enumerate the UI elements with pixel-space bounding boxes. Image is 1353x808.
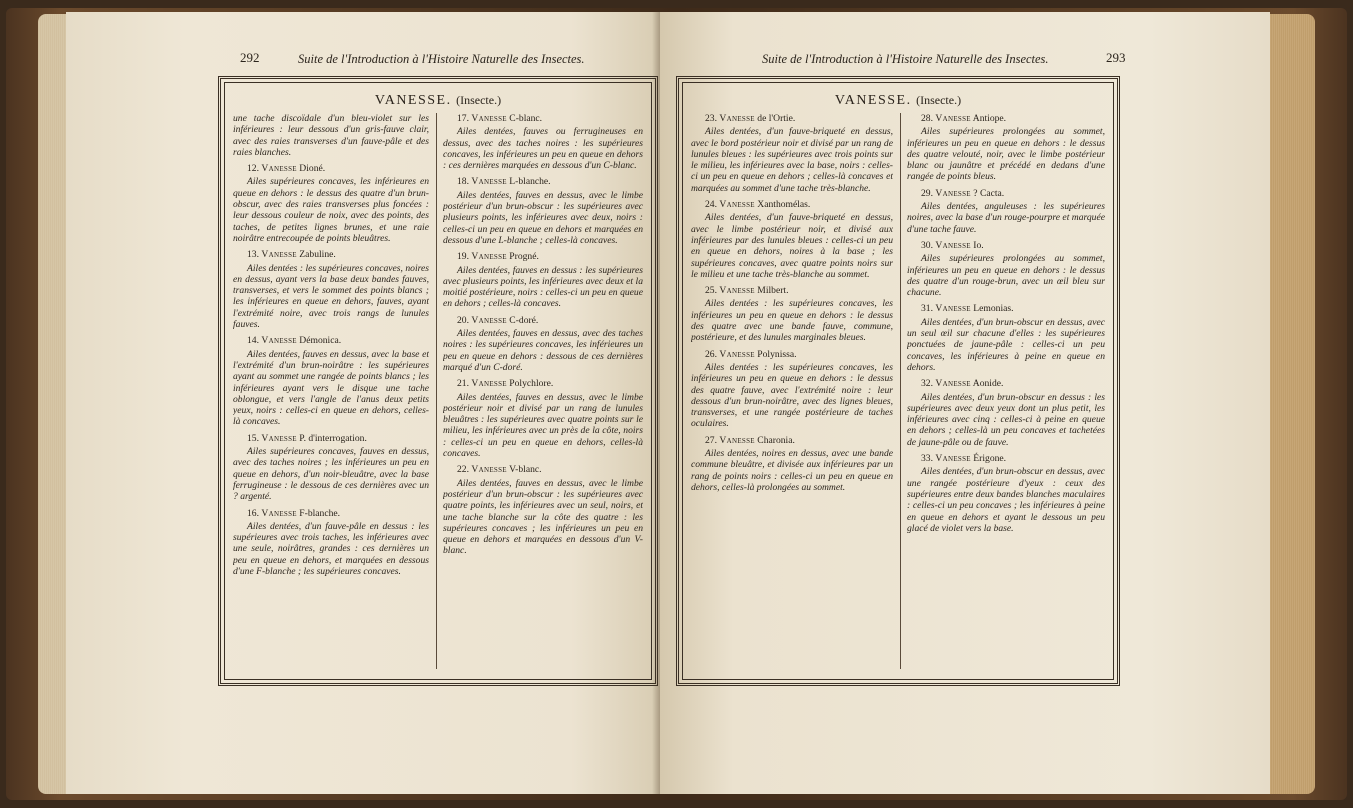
species-name: F-blanche.: [299, 507, 341, 519]
species-number: 21.: [457, 378, 469, 390]
species-description: Ailes dentées, fauves en dessus, avec la base et l'extrémité d'un brun-noirâtre : les supérieures ayant au sommet une rangée de points blancs ; les inférieures ayant vers le disque une tache oblongue, et vers l'angle de l'anus deux petits yeux, noirs : celles-ci en queue en dehors, celles-là concaves.: [233, 348, 429, 428]
genus-name: Vanesse: [471, 176, 507, 188]
species-name: Lemonias.: [973, 303, 1014, 315]
right-title-main: VANESSE.: [834, 93, 912, 108]
genus-name: Vanesse: [261, 432, 297, 444]
species-number: 12.: [247, 163, 259, 175]
species-heading: [443, 315, 643, 326]
species-entry: [691, 349, 893, 430]
species-description: Ailes dentées, fauves en dessus, avec des taches noires : les supérieures concaves, les inférieures un peu en queue en dehors : dessous de ces dernières marqué d'un C-doré.: [443, 328, 643, 373]
genus-name: Vanesse: [719, 113, 755, 124]
species-number: 30.: [921, 239, 933, 251]
continued-entry-text: une tache discoïdale d'un bleu-violet sur les inférieures : leur dessous d'un gris-fauve clair, avec des raies transverses d'un fauve-pâle et des raies blanches.: [233, 113, 429, 158]
species-entry: [907, 303, 1105, 373]
genus-name: Vanesse: [935, 187, 971, 199]
species-entry: [443, 315, 643, 373]
species-name: Démonica.: [299, 335, 342, 347]
genus-name: Vanesse: [719, 434, 755, 446]
species-number: 28.: [921, 113, 933, 124]
column-divider: [436, 113, 437, 669]
species-entry: [691, 113, 893, 194]
left-text-frame: [218, 76, 658, 686]
species-number: 13.: [247, 249, 259, 261]
right-page-number: 293: [1106, 50, 1126, 65]
right-column-1: [691, 113, 893, 671]
right-title-sub: (Insecte.): [916, 93, 962, 107]
genus-name: Vanesse: [471, 251, 507, 263]
species-description: Ailes dentées, fauves en dessus, avec le limbe postérieur d'un brun-obscur : les supérieures avec plusieurs points, les inférieures avec deux, noirs : celles-ci un peu en queue en dehors et marquées en dessous d'une L-blanche ; celles-là concaves.: [443, 189, 643, 246]
species-description: Ailes supérieures concaves, les inférieures en queue en dehors : le dessus des quatre d'un brun-obscur, avec des raies transverses plus foncées : leur dessous couleur de noix, avec des points, des taches, de petites lignes brunes, et une raie noirâtre entrecoupée de points bleuâtres.: [233, 176, 429, 244]
species-heading: [907, 188, 1105, 199]
genus-name: Vanesse: [471, 464, 507, 476]
right-page-title: [683, 93, 1113, 109]
left-page-title: [225, 93, 651, 109]
species-name: Polychlore.: [509, 378, 554, 390]
genus-name: Vanesse: [471, 113, 507, 124]
species-heading: [691, 349, 893, 360]
species-description: Ailes supérieures prolongées au sommet, inférieures un peu en queue en dehors : le dessus des quatre d'un rouge-brun, avec un œil bleu sur chacune.: [907, 253, 1105, 299]
species-heading: [691, 113, 893, 124]
species-description: Ailes dentées : les supérieures concaves, les inférieures un peu en queue en dehors : le dessus des quatre avec une bande fauve, commune, postérieure, et des lunules marginales bleues.: [691, 298, 893, 344]
left-page-number: 292: [240, 50, 260, 65]
species-number: 20.: [457, 314, 469, 326]
species-name: P. d'interrogation.: [299, 432, 367, 444]
column-divider: [900, 113, 901, 669]
species-description: Ailes supérieures prolongées au sommet, inférieures un peu en queue en dehors : le dessus des quatre velouté, noir, avec le limbe postérieur blanc ou jaunâtre et précédé en dedans d'une rangée de points bleus.: [907, 126, 1105, 183]
species-entry: [443, 113, 643, 171]
species-heading: [443, 176, 643, 187]
species-entry: [443, 176, 643, 246]
species-heading: [907, 113, 1105, 124]
species-entry: [691, 435, 893, 493]
genus-name: Vanesse: [935, 113, 971, 124]
species-name: C-doré.: [509, 314, 539, 326]
genus-name: Vanesse: [261, 335, 297, 347]
species-name: Érigone.: [973, 453, 1007, 465]
species-description: Ailes dentées, fauves ou ferrugineuses en dessus, avec des taches noires : les supérieures concaves, les inférieures un peu en queue en dehors : ces dernières marquées en dessous d'un C-blanc.: [443, 126, 643, 172]
species-heading: [907, 378, 1105, 389]
species-heading: [233, 335, 429, 346]
genus-name: Vanesse: [719, 285, 755, 297]
species-entry: [907, 113, 1105, 183]
page-edges-right: [1263, 14, 1315, 794]
species-name: Xanthomélas.: [757, 199, 811, 211]
genus-name: Vanesse: [935, 303, 971, 315]
right-text-frame: [676, 76, 1120, 686]
species-description: Ailes dentées, d'un fauve-pâle en dessus : les supérieures avec trois taches, les inférieures avec une seule, noirâtres, grandes : ces dernières un peu en queue en dehors, et marquées en dessous d'une F-blanche ; les supérieures concaves.: [233, 520, 429, 577]
species-entry: [233, 335, 429, 427]
species-heading: [691, 435, 893, 446]
species-number: 14.: [247, 335, 259, 347]
species-entry: [907, 188, 1105, 235]
species-entry: [691, 285, 893, 343]
species-heading: [691, 199, 893, 210]
genus-name: Vanesse: [261, 249, 297, 261]
species-description: Ailes dentées, d'un fauve-briqueté en dessus, avec le limbe postérieur noir, et divisé aux inférieures par des lunules bleues : celles-ci un peu en queue en dehors, noires à la base ; les supérieures concaves, avec quatre points noirs sur le milieu et une tache très-blanche au sommet.: [691, 212, 893, 280]
species-name: Io.: [973, 239, 984, 251]
species-heading: [691, 285, 893, 296]
species-heading: [907, 240, 1105, 251]
genus-name: Vanesse: [261, 507, 297, 519]
species-name: Dioné.: [299, 163, 326, 175]
genus-name: Vanesse: [719, 348, 755, 360]
species-name: V-blanc.: [509, 464, 542, 476]
species-heading: [443, 113, 643, 124]
species-heading: [907, 303, 1105, 314]
species-number: 24.: [705, 199, 717, 211]
species-entry: [907, 453, 1105, 534]
species-name: Progné.: [509, 251, 539, 263]
species-entry: [907, 378, 1105, 448]
species-entry: [233, 163, 429, 244]
species-entry: [443, 251, 643, 309]
species-number: 16.: [247, 507, 259, 519]
right-running-head: Suite de l'Introduction à l'Histoire Naturelle des Insectes.: [762, 52, 1049, 66]
species-heading: [233, 433, 429, 444]
species-description: Ailes dentées, fauves en dessus, avec le limbe postérieur noir et divisé par un rang de lunules bleuâtres : les supérieures avec quatre points sur le milieu, les inférieures avec un près de la côte, noirs : celles-ci un peu en queue en dehors, celles-là concaves.: [443, 391, 643, 460]
species-entry: [691, 199, 893, 280]
species-heading: [233, 508, 429, 519]
genus-name: Vanesse: [719, 199, 755, 211]
left-column-2: [443, 113, 643, 671]
species-description: Ailes supérieures concaves, fauves en dessus, avec des taches noires ; les inférieures un peu en queue en dehors, d'un noir-bleuâtre, avec la base ferrugineuse : le dessous de ces dernières avec un ? argenté.: [233, 446, 429, 503]
species-name: ? Cacta.: [973, 187, 1005, 199]
species-description: Ailes dentées, d'un brun-obscur en dessus, avec une rangée postérieure d'yeux : ceux des supérieures entre deux bandes blanches maculaires : celles-ci un peu concaves ; les inférieures à peine en queue en dehors et ayant le dessous un peu glacé de violet vers la base.: [907, 466, 1105, 534]
species-description: Ailes dentées, fauves en dessus, avec le limbe postérieur d'un brun-obscur : les supérieures avec quatre points, les inférieures avec un seul, noirs, et une tache blanche sur la côte des quatre : les supérieures concaves ; les inférieures un peu en queue en dehors et marquées en dessous d'un V-blanc.: [443, 477, 643, 557]
species-name: Zabuline.: [299, 249, 336, 261]
species-name: C-blanc.: [509, 113, 543, 124]
genus-name: Vanesse: [935, 378, 971, 390]
right-column-2: [907, 113, 1105, 671]
species-number: 15.: [247, 432, 259, 444]
species-name: de l'Ortie.: [757, 113, 796, 124]
species-number: 23.: [705, 113, 717, 124]
species-entry: [233, 508, 429, 578]
genus-name: Vanesse: [471, 314, 507, 326]
species-number: 29.: [921, 187, 933, 199]
species-description: Ailes dentées, fauves en dessus : les supérieures avec plusieurs points, les inférieures avec deux et la moitié postérieure, noirs : celles-ci un peu en queue en dehors ; celles-là concaves.: [443, 264, 643, 310]
species-name: Milbert.: [757, 285, 789, 297]
species-number: 25.: [705, 285, 717, 297]
species-description: Ailes dentées : les supérieures concaves, les inférieures un peu en queue en dehors : le dessus des quatre fauve, avec l'extrémité noire : leur dessous d'un brun-noirâtre, avec des lignes bleues, transverses, et une rangée postérieure de taches oculaires.: [691, 361, 893, 430]
species-entry: [907, 240, 1105, 298]
species-name: Charonia.: [757, 434, 795, 446]
species-name: Antiope.: [972, 113, 1007, 124]
species-entry: [443, 378, 643, 459]
left-column-1: [233, 113, 429, 671]
species-number: 18.: [457, 176, 469, 188]
species-number: 27.: [705, 434, 717, 446]
species-heading: [233, 249, 429, 260]
species-entry: [443, 464, 643, 556]
species-entry: [233, 249, 429, 330]
species-number: 32.: [921, 378, 933, 390]
species-description: Ailes dentées, anguleuses : les supérieures noires, avec la base d'un rouge-pourpre et marquée d'une tache fauve.: [907, 201, 1105, 235]
left-running-head: Suite de l'Introduction à l'Histoire Naturelle des Insectes.: [298, 52, 585, 66]
species-number: 33.: [921, 453, 933, 465]
species-number: 22.: [457, 464, 469, 476]
species-heading: [443, 464, 643, 475]
species-heading: [443, 251, 643, 262]
species-number: 19.: [457, 251, 469, 263]
species-number: 26.: [705, 348, 717, 360]
left-title-main: VANESSE.: [374, 93, 452, 108]
genus-name: Vanesse: [935, 453, 971, 465]
species-heading: [443, 378, 643, 389]
species-entry: [233, 433, 429, 503]
species-name: Polynissa.: [757, 348, 797, 360]
species-description: Ailes dentées, d'un brun-obscur en dessus, avec un seul œil sur chacune d'elles : les supérieures ponctuées de jaune-pâle : celles-ci un peu concaves, les inférieures à peine en queue en dehors.: [907, 316, 1105, 373]
species-description: Ailes dentées : les supérieures concaves, noires en dessus, ayant vers la base deux bandes fauves, transverses, et vers le sommet des points blancs ; les inférieures en queue en dehors, fauves, ayant l'extrémité noire, avec trois rangs de lunules fauves.: [233, 262, 429, 331]
species-description: Ailes dentées, noires en dessus, avec une bande commune bleuâtre, et divisée aux inférieures par un rang de points noirs : celles-ci un peu en queue en dehors, celles-là prolongées au sommet.: [691, 448, 893, 493]
species-name: Aonide.: [972, 378, 1004, 390]
species-description: Ailes dentées, d'un fauve-briqueté en dessus, avec le bord postérieur noir et divisé par un rang de lunules bleues : les supérieures avec trois points sur le milieu, les inférieures avec la base, noirs : celles-ci un peu en queue en dehors ; celles-là concaves et marquées au sommet d'une tache très-blanche.: [691, 126, 893, 194]
left-title-sub: (Insecte.): [456, 93, 502, 107]
species-name: L-blanche.: [509, 176, 551, 188]
species-number: 31.: [921, 303, 933, 315]
genus-name: Vanesse: [935, 239, 971, 251]
species-number: 17.: [457, 113, 469, 124]
genus-name: Vanesse: [471, 378, 507, 390]
species-description: Ailes dentées, d'un brun-obscur en dessus : les supérieures avec deux yeux dont un plus petit, les inférieures avec cinq : celles-ci à peine en queue en dehors ; celles-là un peu concaves et tachetées de jaune-pâle ou de fauve.: [907, 391, 1105, 448]
species-heading: [233, 163, 429, 174]
species-heading: [907, 453, 1105, 464]
genus-name: Vanesse: [261, 163, 297, 175]
